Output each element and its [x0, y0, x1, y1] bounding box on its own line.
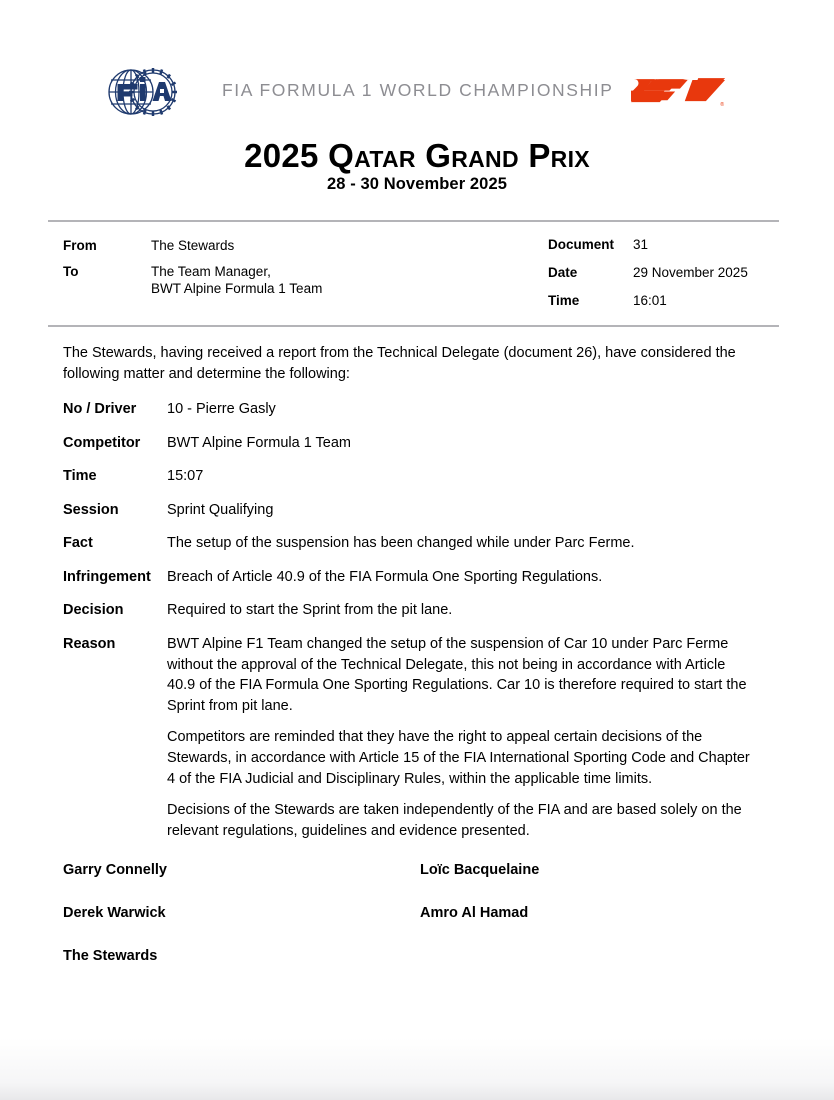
meta-to-line-2: BWT Alpine Formula 1 Team [151, 280, 323, 296]
field-row [0, 399, 834, 420]
field-row [0, 567, 834, 588]
signature-name: Loïc Bacquelaine [420, 862, 540, 878]
field-label: Reason [63, 636, 116, 653]
title-year: 2025 [244, 137, 329, 174]
field-value: The setup of the suspension has been changed while under Parc Ferme. [167, 535, 635, 552]
f1-logo-icon [631, 76, 727, 110]
decision-fields [0, 399, 834, 854]
meta-table [0, 232, 834, 320]
signature-name: The Stewards [63, 948, 158, 964]
svg-text:®: ® [720, 101, 725, 108]
field-row [0, 600, 834, 621]
grand-prix-title [0, 139, 834, 174]
signature-row [0, 905, 834, 948]
meta-to-label: To [63, 264, 79, 279]
field-value: BWT Alpine Formula 1 Team [167, 434, 352, 451]
meta-time-value: 16:01 [633, 293, 667, 308]
fia-logo-icon [103, 64, 181, 120]
meta-rule-top [48, 220, 779, 222]
page-bottom-shadow [0, 1038, 834, 1100]
title-name: Qatar Grand Prix [328, 137, 590, 174]
field-value: 15:07 [167, 468, 204, 485]
field-value: Breach of Article 40.9 of the FIA Formula One Sporting Regulations. [167, 568, 603, 585]
field-row [0, 466, 834, 487]
field-row-reason [0, 634, 834, 841]
field-value: Sprint Qualifying [167, 501, 274, 518]
meta-document-label: Document [548, 237, 615, 252]
meta-time-label: Time [548, 293, 580, 308]
meta-to-line-1: The Team Manager, [151, 264, 271, 279]
signature-name: Garry Connelly [63, 862, 167, 878]
meta-to-value [151, 264, 322, 298]
field-label: Time [63, 468, 97, 485]
championship-title: FIA FORMULA 1 WORLD CHAMPIONSHIP [222, 80, 614, 100]
reason-text [167, 634, 757, 841]
meta-document-value: 31 [633, 237, 649, 252]
meta-from-value: The Stewards [151, 238, 235, 253]
signature-name: Amro Al Hamad [420, 905, 529, 921]
signature-name: Derek Warwick [63, 905, 166, 921]
reason-paragraph: BWT Alpine F1 Team changed the setup of the suspension of Car 10 under Parc Ferme without the approval of the Technical Delegate, this not being in accordance with Article 40.9 of the FIA Formula One Sporting Regulations. Car 10 is therefore required to start the Sprint from pit lane. [167, 636, 747, 714]
document-masthead [0, 64, 834, 126]
reason-paragraph: Competitors are reminded that they have the right to appeal certain decisions of the Stewards, in accordance with Article 15 of the FIA International Sporting Code and Chapter 4 of the FIA Judicial and Disciplinary Rules, within the applicable time limits. [167, 729, 750, 787]
field-label: Session [63, 501, 119, 518]
intro-paragraph: The Stewards, having received a report from the Technical Delegate (document 26), have considered the following matter and determine the following: [63, 345, 736, 382]
field-label: Fact [63, 535, 93, 552]
field-row [0, 500, 834, 521]
meta-from-label: From [63, 238, 97, 253]
meta-rule-bottom [48, 325, 779, 327]
field-value: 10 - Pierre Gasly [167, 401, 276, 417]
field-label: No / Driver [63, 401, 137, 417]
field-row [0, 533, 834, 554]
field-row [0, 433, 834, 454]
meta-date-label: Date [548, 265, 578, 280]
signature-block [0, 862, 834, 991]
signature-row [0, 948, 834, 991]
grand-prix-dates: 28 - 30 November 2025 [326, 175, 508, 193]
meta-date-value: 29 November 2025 [633, 265, 748, 280]
field-label: Infringement [63, 568, 151, 585]
field-value: Required to start the Sprint from the pit lane. [167, 602, 453, 619]
signature-row [0, 862, 834, 905]
field-label: Decision [63, 602, 124, 619]
field-label: Competitor [63, 434, 141, 451]
reason-paragraph: Decisions of the Stewards are taken independently of the FIA and are based solely on the relevant regulations, guidelines and evidence presented. [167, 802, 742, 839]
